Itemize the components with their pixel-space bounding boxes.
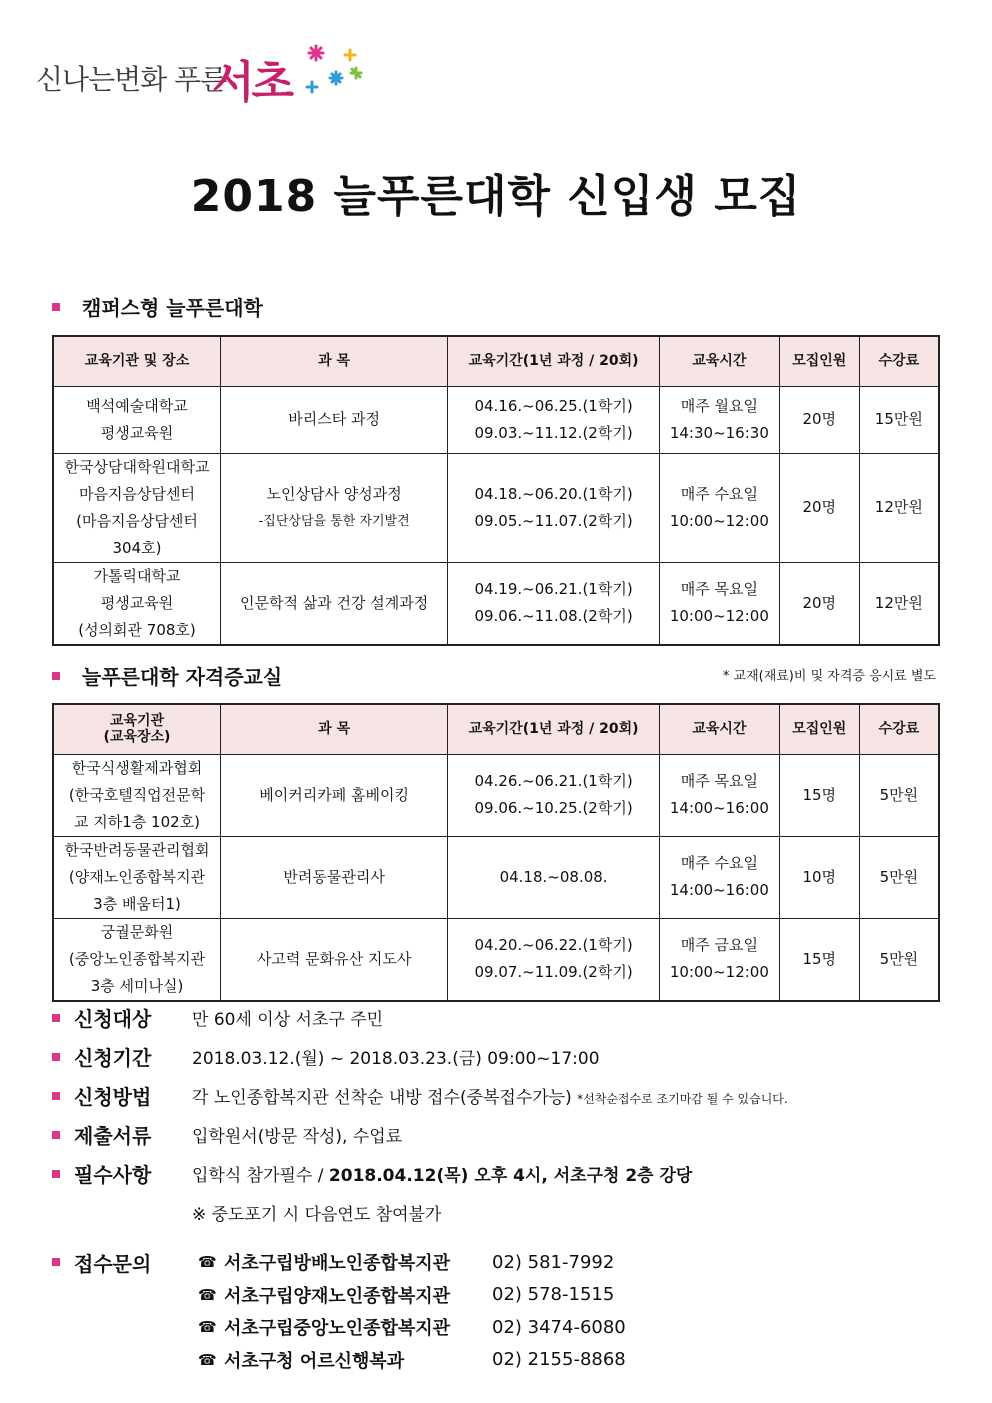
cell-line: 한국식생활제과협회 <box>71 758 203 777</box>
cell-line: 09.06.~10.25.(2학기) <box>474 799 633 817</box>
cell-period <box>448 918 660 1001</box>
cell-period <box>448 754 660 836</box>
contact-name: 서초구청 어르신행복과 <box>224 1350 405 1372</box>
table-row <box>53 562 939 645</box>
cell-line: 14:00~16:00 <box>669 799 769 817</box>
cell-line: 한국반려동물관리협회 <box>64 840 210 859</box>
cell-fee: 12만원 <box>859 562 939 645</box>
cell-count: 15명 <box>779 754 859 836</box>
cell-course <box>221 918 448 1001</box>
cell-line: 매주 수요일 <box>680 484 758 503</box>
info-list <box>52 998 952 1232</box>
label-text: 신청방법 <box>74 1085 152 1109</box>
cell-line: (양재노인종합복지관 <box>68 867 206 886</box>
cell-line: 09.03.~11.12.(2학기) <box>474 423 633 442</box>
cost-note: * 교재(재료)비 및 자격증 응시료 별도 <box>722 669 936 684</box>
cell-place <box>53 386 221 453</box>
cell-period <box>448 562 660 645</box>
bullet-icon <box>52 1131 60 1139</box>
table-header-row <box>53 704 939 754</box>
method-note: *선착순접수로 조기마감 될 수 있습니다. <box>577 1092 788 1106</box>
cert-table <box>52 703 940 1002</box>
bullet-icon <box>52 1014 60 1022</box>
bullet-icon <box>52 1053 60 1061</box>
cell-line: 매주 금요일 <box>680 936 758 954</box>
contact-tel: 02) 3474-6080 <box>492 1316 626 1338</box>
cell-time <box>659 918 779 1001</box>
info-period <box>52 1037 952 1076</box>
cell-line: 매주 목요일 <box>680 580 758 598</box>
bullet-icon <box>52 303 60 311</box>
cell-line: 가톨릭대학교 <box>93 566 181 585</box>
bullet-icon <box>52 1258 60 1266</box>
table-row <box>53 754 939 836</box>
cell-place <box>53 754 221 836</box>
cell-count: 10명 <box>779 836 859 918</box>
cell-course <box>221 386 448 453</box>
header-time: 교육시간 <box>659 336 779 386</box>
cell-course <box>221 836 448 918</box>
required-date: 2018.04.12(목) 오후 4시, 서초구청 2층 강당 <box>328 1166 693 1186</box>
cell-line: 09.06.~11.08.(2학기) <box>474 607 633 625</box>
bullet-icon <box>52 672 60 680</box>
cell-line: 백석예술대학교 <box>86 396 188 415</box>
info-value: 2018.03.12.(월) ~ 2018.03.23.(금) 09:00~17:00 <box>192 1049 600 1069</box>
cell-line: 10:00~12:00 <box>669 607 769 625</box>
header-fee: 수강료 <box>859 336 939 386</box>
cell-line: 교육기관 <box>109 713 165 730</box>
header-period: 교육기간(1년 과정 / 20회) <box>448 336 660 386</box>
cell-line: 3층 배움터1) <box>93 894 181 913</box>
table-header-row <box>53 336 939 386</box>
cell-line: 10:00~12:00 <box>669 511 769 530</box>
stars-icon <box>304 42 364 102</box>
cell-line: 노인상담사 양성과정 <box>266 484 402 503</box>
cell-line: (중앙노인종합복지관 <box>68 949 206 968</box>
cell-line: 인문학적 삶과 건강 설계과정 <box>240 593 429 612</box>
label-text: 신청기간 <box>74 1046 152 1070</box>
info-label <box>52 1120 192 1149</box>
cell-line: 매주 수요일 <box>680 854 758 872</box>
table-row <box>53 386 939 453</box>
contact-name: 서초구립방배노인종합복지관 <box>224 1253 451 1275</box>
cell-line: 04.26.~06.21.(1학기) <box>474 772 633 790</box>
cell-line: 04.18.~06.20.(1학기) <box>474 484 633 503</box>
label-text: 제출서류 <box>74 1124 152 1148</box>
cell-line: 04.20.~06.22.(1학기) <box>474 936 633 954</box>
cell-fee: 15만원 <box>859 386 939 453</box>
cell-line: 04.19.~06.21.(1학기) <box>474 580 633 598</box>
phone-icon: ☎ <box>198 1318 217 1337</box>
label-text: 신청대상 <box>74 1007 152 1031</box>
cell-fee: 12만원 <box>859 453 939 562</box>
cell-fee: 5만원 <box>859 754 939 836</box>
section-cert-heading <box>52 661 282 690</box>
info-value: 입학원서(방문 작성), 수업료 <box>192 1127 403 1147</box>
header-place: 교육기관 및 장소 <box>53 336 221 386</box>
cell-period <box>448 386 660 453</box>
contact-name: 서초구립중앙노인종합복지관 <box>224 1318 451 1340</box>
cell-course <box>221 754 448 836</box>
section-campus-heading <box>52 292 263 321</box>
contact-row <box>52 1311 952 1344</box>
cell-period <box>448 453 660 562</box>
cell-line: 마음지음상담센터 <box>79 484 195 503</box>
cell-line: 10:00~12:00 <box>669 963 769 981</box>
cell-line: 04.18.~08.08. <box>499 867 608 886</box>
cell-line: 09.07.~11.09.(2학기) <box>474 963 633 981</box>
header-fee: 수강료 <box>859 704 939 754</box>
logo-big-text: 서초 <box>212 57 292 108</box>
cell-line: 14:30~16:30 <box>669 423 769 442</box>
page-title: 2018 늘푸른대학 신입생 모집 <box>190 171 802 222</box>
header-place <box>53 704 221 754</box>
required-text: 입학식 참가필수 / <box>192 1166 329 1186</box>
contact-tel: 02) 578-1515 <box>492 1284 615 1306</box>
cell-line: 04.16.~06.25.(1학기) <box>474 396 633 415</box>
cell-line: (교육장소) <box>103 729 171 746</box>
info-label <box>52 1081 192 1110</box>
contact-label <box>52 1248 198 1277</box>
contact-row <box>52 1279 952 1312</box>
info-label <box>52 1159 192 1188</box>
info-value <box>192 1083 788 1108</box>
cell-line: -집단상담을 통한 자기발견 <box>258 513 410 529</box>
header-period: 교육기간(1년 과정 / 20회) <box>448 704 660 754</box>
header-count: 모집인원 <box>779 704 859 754</box>
cell-place <box>53 918 221 1001</box>
cell-line: 평생교육원 <box>100 593 174 612</box>
bullet-icon <box>52 1170 60 1178</box>
cell-line: 반려동물관리사 <box>283 867 385 886</box>
header-time: 교육시간 <box>659 704 779 754</box>
info-target <box>52 998 952 1037</box>
info-required <box>52 1154 952 1193</box>
cell-time <box>659 386 779 453</box>
bullet-icon <box>52 1092 60 1100</box>
contact-list <box>52 1246 952 1376</box>
cell-line: 3층 세미나실) <box>90 976 184 995</box>
cell-fee: 5만원 <box>859 918 939 1001</box>
contact-row <box>52 1344 952 1377</box>
label-text: 필수사항 <box>74 1163 152 1187</box>
cell-time <box>659 562 779 645</box>
cell-line: 14:00~16:00 <box>669 881 769 899</box>
cell-line: 매주 목요일 <box>680 772 758 790</box>
contact-row <box>52 1246 952 1279</box>
info-method <box>52 1076 952 1115</box>
cell-count: 20명 <box>779 562 859 645</box>
contact-name: 서초구립양재노인종합복지관 <box>224 1285 451 1307</box>
cell-place <box>53 836 221 918</box>
contact-tel: 02) 581-7992 <box>492 1251 615 1273</box>
info-value: 만 60세 이상 서초구 주민 <box>192 1010 384 1030</box>
phone-icon: ☎ <box>198 1253 217 1272</box>
cell-line: 궁궐문화원 <box>100 922 174 941</box>
cell-time <box>659 754 779 836</box>
cell-course <box>221 453 448 562</box>
table-row <box>53 836 939 918</box>
required-note: ※ 중도포기 시 다음연도 참여불가 <box>192 1205 442 1225</box>
cell-course <box>221 562 448 645</box>
header-course: 과 목 <box>221 336 448 386</box>
cell-fee: 5만원 <box>859 836 939 918</box>
campus-table <box>52 335 940 646</box>
cell-line: 304호) <box>112 538 162 557</box>
cell-line: 사고력 문화유산 지도사 <box>256 949 412 968</box>
info-label <box>52 1042 192 1071</box>
cell-line: (성의회관 708호) <box>78 620 196 639</box>
table-row <box>53 918 939 1001</box>
cell-place <box>53 562 221 645</box>
phone-icon: ☎ <box>198 1285 217 1304</box>
cell-count: 20명 <box>779 386 859 453</box>
cell-count: 20명 <box>779 453 859 562</box>
cell-line: 평생교육원 <box>100 423 174 442</box>
info-docs <box>52 1115 952 1154</box>
phone-icon: ☎ <box>198 1350 217 1369</box>
cell-line: 바리스타 과정 <box>288 410 380 428</box>
cell-line: (마음지음상담센터 <box>76 511 198 530</box>
table-row <box>53 453 939 562</box>
cell-line: (한국호텔직업전문학 <box>68 785 206 804</box>
section-cert-title: 늘푸른대학 자격증교실 <box>82 665 283 689</box>
cell-count: 15명 <box>779 918 859 1001</box>
cell-line: 한국상담대학원대학교 <box>64 457 210 476</box>
label-text: 접수문의 <box>74 1251 152 1276</box>
cell-line: 09.05.~11.07.(2학기) <box>474 511 633 530</box>
cell-place <box>53 453 221 562</box>
logo-text: 신나는변화 푸른 <box>36 63 227 96</box>
cell-time <box>659 453 779 562</box>
contact-tel: 02) 2155-8868 <box>492 1349 626 1371</box>
info-label <box>52 1003 192 1032</box>
info-value <box>192 1161 692 1186</box>
info-required-note <box>52 1193 952 1232</box>
cell-time <box>659 836 779 918</box>
cell-line: 교 지하1층 102호) <box>74 812 201 831</box>
header-course: 과 목 <box>221 704 448 754</box>
cell-line: 베이커리카페 홈베이킹 <box>259 785 409 804</box>
method-text: 각 노인종합복지관 선착순 내방 접수(중복접수가능) <box>192 1088 572 1108</box>
header-count: 모집인원 <box>779 336 859 386</box>
cell-period <box>448 836 660 918</box>
cell-line: 매주 월요일 <box>680 396 758 415</box>
section-campus-title: 캠퍼스형 늘푸른대학 <box>82 296 263 320</box>
